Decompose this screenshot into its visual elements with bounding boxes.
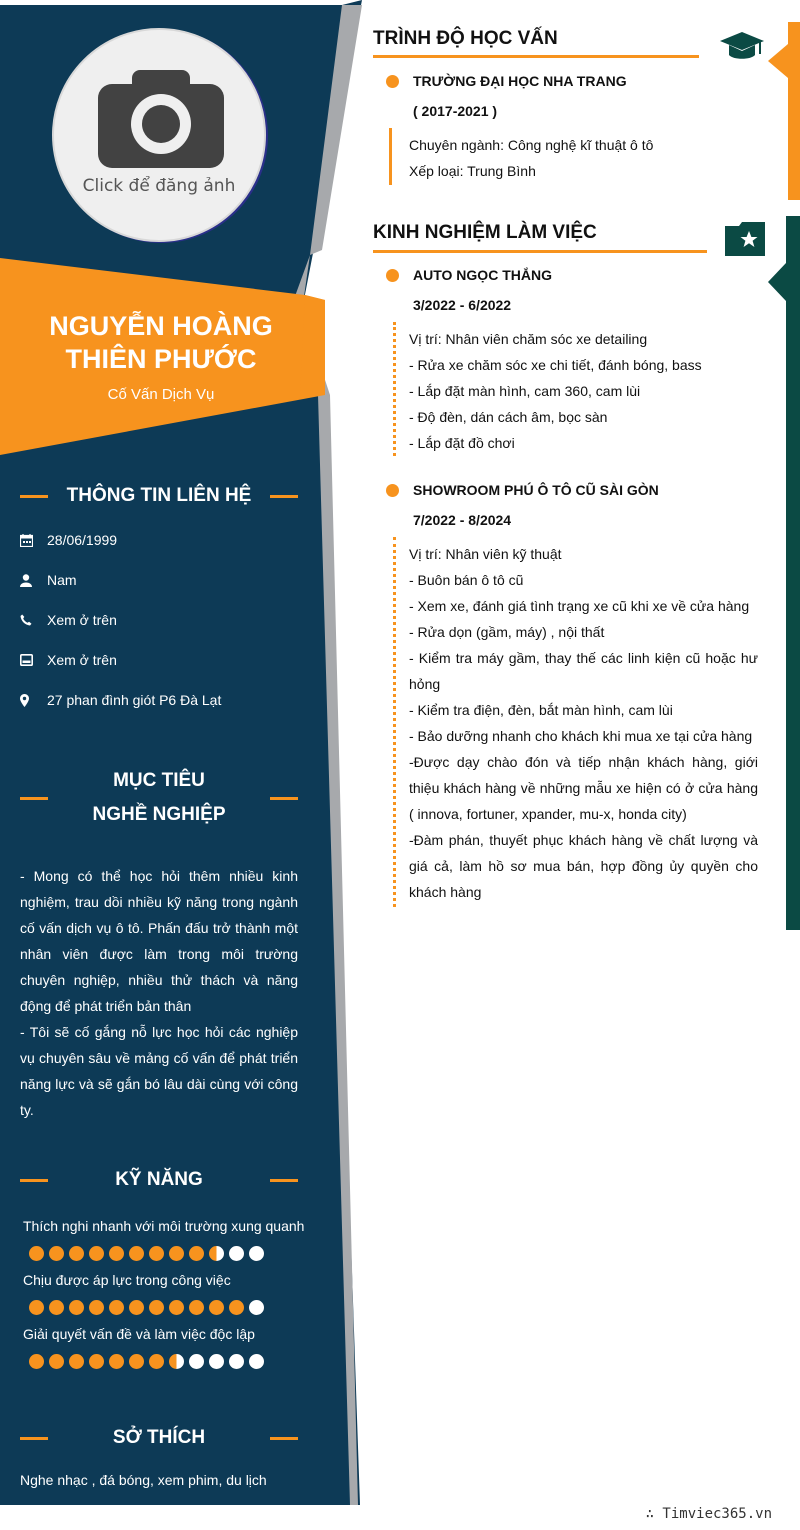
job-description — [409, 541, 758, 905]
skill-dot — [129, 1354, 144, 1369]
contact-list — [20, 520, 300, 720]
contact-phone-value: Xem ở trên — [47, 612, 117, 628]
skills-heading — [20, 1163, 298, 1197]
experience-heading-text: KINH NGHIỆM LÀM VIỆC — [373, 222, 597, 243]
education-major: Chuyên ngành: Công nghệ kĩ thuật ô tô — [409, 137, 654, 153]
candidate-title: Cố Vấn Dịch Vụ — [107, 386, 215, 403]
skill-dot — [249, 1246, 264, 1261]
timeline-line — [389, 128, 392, 185]
heading-bar — [270, 495, 298, 498]
skill-dot — [209, 1300, 224, 1315]
contact-phone — [20, 600, 300, 640]
heading-underline — [373, 250, 707, 253]
skill-rating — [23, 1293, 313, 1321]
school-name: TRƯỜNG ĐẠI HỌC NHA TRANG — [413, 73, 627, 89]
email-icon — [20, 654, 47, 666]
hobbies-heading — [20, 1421, 298, 1455]
skill-dot — [209, 1246, 224, 1261]
brand-name: Timviec365.vn — [662, 1506, 772, 1522]
skill-dot — [189, 1246, 204, 1261]
contact-heading — [20, 479, 298, 513]
skill-dot — [149, 1246, 164, 1261]
education-details — [409, 132, 758, 184]
skill-dot — [129, 1246, 144, 1261]
timeline-dot — [386, 269, 399, 282]
contact-address — [20, 680, 300, 720]
skill-dot — [149, 1300, 164, 1315]
skill-dot — [49, 1300, 64, 1315]
contact-gender-value: Nam — [47, 572, 77, 588]
job-line: - Kiểm tra điện, đèn, bắt màn hình, cam lùi — [409, 702, 673, 718]
skill-dot — [129, 1300, 144, 1315]
skill-dot — [229, 1246, 244, 1261]
job-line: - Độ đèn, dán cách âm, bọc sàn — [409, 409, 608, 425]
calendar-icon — [20, 534, 47, 547]
job-line: - Xem xe, đánh giá tình trạng xe cũ khi xe về cửa hàng — [409, 598, 750, 614]
skill-dot — [169, 1246, 184, 1261]
contact-heading-text: THÔNG TIN LIÊN HỆ — [66, 485, 252, 506]
skill-dot — [249, 1354, 264, 1369]
photo-caption: Click để đăng ảnh — [82, 176, 236, 196]
school-period: ( 2017-2021 ) — [413, 103, 498, 119]
skill-rating — [23, 1239, 313, 1267]
job-line: -Được dạy chào đón và tiếp nhận khách hàng, giới thiệu khách hàng về những mẫu xe hiện có ở cửa hàng ( innova, fortuner, xpander, mu-x, honda city) — [409, 754, 758, 822]
heading-bar — [20, 797, 48, 800]
profile-photo-upload[interactable] — [52, 28, 266, 242]
contact-address-value: 27 phan đình giót P6 Đà Lạt — [47, 692, 222, 708]
location-icon — [20, 694, 47, 707]
timeline-line — [393, 537, 396, 907]
education-grade: Xếp loại: Trung Bình — [409, 163, 536, 179]
heading-bar — [20, 495, 48, 498]
job-line: - Buôn bán ô tô cũ — [409, 572, 524, 588]
skill-dot — [109, 1246, 124, 1261]
skill-dot — [169, 1354, 184, 1369]
skill-dot — [69, 1300, 84, 1315]
skill-dot — [109, 1300, 124, 1315]
camera-icon — [98, 70, 224, 168]
skill-dot — [229, 1300, 244, 1315]
heading-bar — [270, 1179, 298, 1182]
skills-heading-text: KỸ NĂNG — [115, 1169, 203, 1190]
skill-dot — [29, 1354, 44, 1369]
hobbies-text: Nghe nhạc , đá bóng, xem phim, du lịch — [20, 1472, 267, 1488]
job-line: - Rửa dọn (gầm, máy) , nội thất — [409, 624, 605, 640]
job-period: 3/2022 - 6/2022 — [413, 297, 512, 313]
user-icon — [20, 574, 47, 587]
skill-item — [23, 1321, 313, 1375]
timeline-dot — [386, 75, 399, 88]
job-line: Vị trí: Nhân viên kỹ thuật — [409, 546, 562, 562]
objective-heading — [20, 764, 298, 832]
skills-list — [23, 1213, 313, 1375]
job-period: 7/2022 - 8/2024 — [413, 512, 512, 528]
graduation-cap-icon — [720, 32, 764, 64]
heading-bar — [20, 1179, 48, 1182]
skill-rating — [23, 1347, 313, 1375]
bookmark-folder-icon — [725, 222, 765, 256]
candidate-name: NGUYỄN HOÀNG THIÊN PHƯỚC — [49, 311, 273, 374]
skill-item — [23, 1213, 313, 1267]
education-heading — [373, 28, 558, 50]
education-side-accent — [768, 22, 800, 200]
contact-birthday-value: 28/06/1999 — [47, 532, 118, 548]
job-company: SHOWROOM PHÚ Ô TÔ CŨ SÀI GÒN — [413, 482, 659, 498]
job-line: Vị trí: Nhân viên chăm sóc xe detailing — [409, 331, 648, 347]
heading-bar — [20, 1437, 48, 1440]
skill-name: Chịu được áp lực trong công việc — [23, 1272, 231, 1288]
heading-bar — [270, 797, 298, 800]
skill-dot — [109, 1354, 124, 1369]
site-watermark: ∴ Timviec365.vn — [645, 1506, 772, 1522]
job-line: - Lắp đặt đồ chơi — [409, 435, 515, 451]
skill-dot — [89, 1300, 104, 1315]
name-banner — [0, 310, 322, 403]
job-line: -Đàm phán, thuyết phục khách hàng về chất lượng và giá cả, làm hồ sơ mua bán, hợp đồng ủy quyền cho khách hàng — [409, 832, 758, 900]
skill-dot — [69, 1354, 84, 1369]
skill-dot — [89, 1354, 104, 1369]
job-description — [409, 326, 758, 456]
experience-heading — [373, 222, 597, 244]
job-line: - Lắp đặt màn hình, cam 360, cam lùi — [409, 383, 641, 399]
job-line: - Kiểm tra máy gầm, thay thế các linh kiện cũ hoặc hư hỏng — [409, 650, 758, 692]
timeline-dot — [386, 484, 399, 497]
heading-underline — [373, 55, 699, 58]
contact-gender — [20, 560, 300, 600]
skill-dot — [69, 1246, 84, 1261]
skill-name: Thích nghi nhanh với môi trường xung quanh — [23, 1218, 305, 1234]
skill-dot — [49, 1354, 64, 1369]
objective-heading-text: MỤC TIÊU NGHỀ NGHIỆP — [92, 770, 226, 825]
skill-dot — [249, 1300, 264, 1315]
education-heading-text: TRÌNH ĐỘ HỌC VẤN — [373, 28, 558, 49]
skill-name: Giải quyết vấn đề và làm việc độc lập — [23, 1326, 255, 1342]
skill-dot — [229, 1354, 244, 1369]
skill-dot — [89, 1246, 104, 1261]
skill-item — [23, 1267, 313, 1321]
contact-birthday — [20, 520, 300, 560]
skill-dot — [29, 1300, 44, 1315]
hobbies-heading-text: SỞ THÍCH — [112, 1427, 206, 1448]
heading-bar — [270, 1437, 298, 1440]
experience-side-accent — [768, 216, 800, 930]
job-line: - Bảo dưỡng nhanh cho khách khi mua xe tại cửa hàng — [409, 728, 753, 744]
skill-dot — [29, 1246, 44, 1261]
skill-dot — [149, 1354, 164, 1369]
objective-text: - Mong có thể học hỏi thêm nhiều kinh nghiệm, trau dồi nhiều kỹ năng trong ngành cố vấn dịch vụ ô tô. Phấn đấu trở thành một nhân viên được làm trong môi trường chuyên nghiệp, nhiều thử thách và năng động để phát triển bản thân - Tôi sẽ cố gắng nỗ lực học hỏi các nghiệp vụ chuyên sâu về mảng cố vấn để phát triển năng lực và sẽ gắn bó lâu dài cùng với công ty. — [20, 868, 298, 1118]
phone-icon — [20, 614, 47, 626]
skill-dot — [189, 1300, 204, 1315]
skill-dot — [209, 1354, 224, 1369]
timeline-line — [393, 322, 396, 456]
contact-email-value: Xem ở trên — [47, 652, 117, 668]
skill-dot — [189, 1354, 204, 1369]
job-line: - Rửa xe chăm sóc xe chi tiết, đánh bóng, bass — [409, 357, 702, 373]
job-company: AUTO NGỌC THẮNG — [413, 267, 552, 283]
skill-dot — [169, 1300, 184, 1315]
skill-dot — [49, 1246, 64, 1261]
contact-email — [20, 640, 300, 680]
